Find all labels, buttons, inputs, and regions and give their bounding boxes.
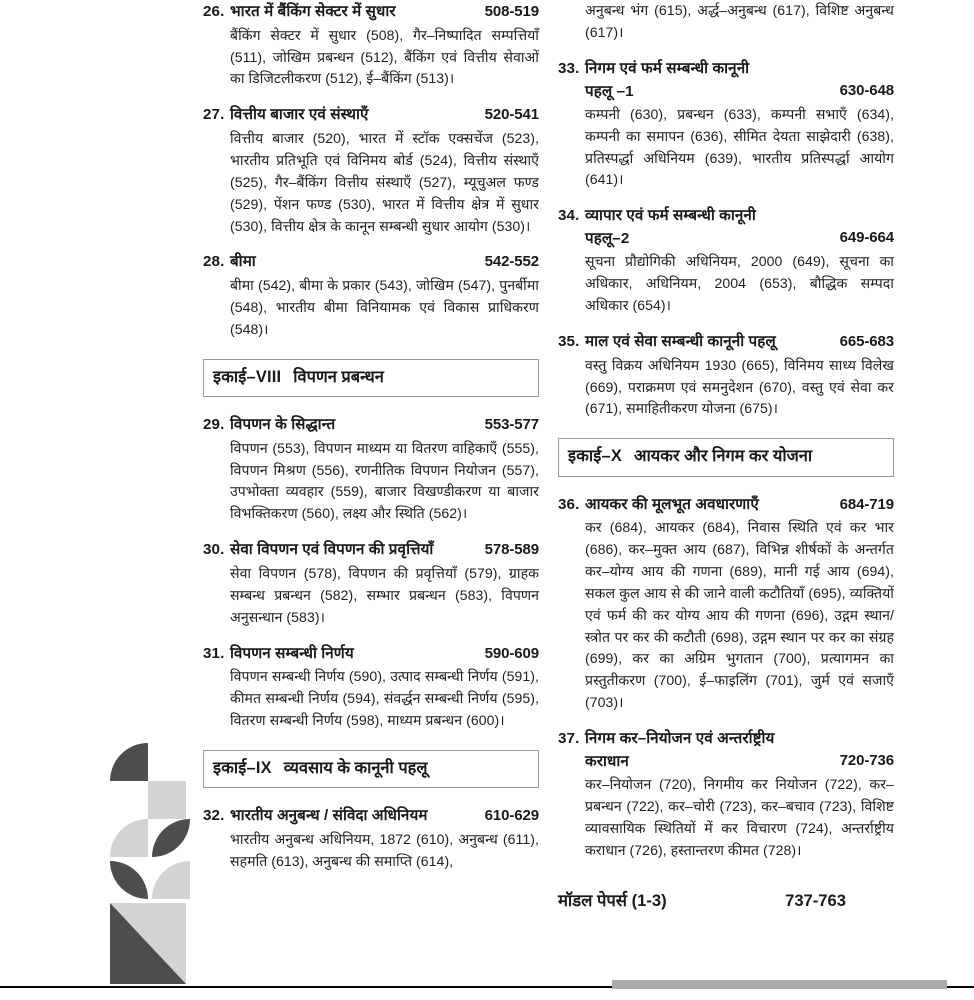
toc-entry-heading — [558, 727, 894, 773]
toc-entry-title: व्यापार एवं फर्म सम्बन्धी कानूनी — [585, 207, 756, 225]
toc-entry-description: सेवा विपणन (578), विपणन की प्रवृत्तियाँ (579), ग्राहक सम्बन्ध प्रबन्धन (582), सम्भार प्रबन्धन (583), विपणन अनुसन्धान (583)। — [230, 564, 539, 625]
toc-entry-heading — [558, 330, 894, 354]
toc-entry-heading — [558, 493, 894, 517]
toc-entry-continuation — [558, 0, 894, 44]
toc-entry-number: 37. — [558, 730, 580, 748]
toc-entry-description: वस्तु विक्रय अधिनियम 1930 (665), विनिमय साध्य विलेख (669), पराक्रमण एवं समनुदेशन (670), वस्तु एवं सेवा कर (671), समाहितीकरण योजना (675)। — [585, 356, 894, 417]
toc-entry[interactable] — [203, 103, 539, 237]
toc-entry-pages: 590-609 — [484, 644, 539, 662]
toc-entry-heading — [203, 0, 539, 24]
unit-label: इकाई–X — [568, 447, 622, 466]
toc-entry-pages: 649-664 — [839, 229, 894, 247]
toc-entry-heading — [558, 204, 894, 250]
toc-entry-pages: 520-541 — [484, 106, 539, 124]
footer-gray-bar — [612, 980, 947, 989]
toc-entry-number: 36. — [558, 495, 580, 513]
toc-entry[interactable] — [203, 642, 539, 732]
toc-entry-heading-line1 — [558, 727, 894, 750]
toc-entry-heading — [203, 250, 539, 274]
unit-label: इकाई–IX — [213, 758, 272, 777]
toc-entry[interactable] — [203, 804, 539, 872]
toc-entry-title: भारत में बैंकिंग सेक्टर में सुधार — [230, 3, 396, 20]
toc-entry-heading — [558, 57, 894, 103]
toc-left-column — [203, 0, 539, 886]
toc-entry-heading — [203, 804, 539, 828]
toc-entry-heading-line2 — [558, 80, 894, 103]
toc-entry-heading-line1 — [558, 204, 894, 227]
toc-entry[interactable] — [558, 204, 894, 317]
unit-name: आयकर और निगम कर योजना — [633, 447, 813, 466]
toc-entry-number: 29. — [203, 416, 225, 433]
toc-entry[interactable] — [558, 493, 894, 714]
toc-entry-pages: 684-719 — [839, 495, 894, 513]
toc-entry-description: वित्तीय बाजार (520), भारत में स्टॉक एक्सचेंज (523), भारतीय प्रतिभूति एवं विनिमय बोर्ड (524), वित्तीय संस्थाएँ (525), गैर–बैंकिंग वित्तीय संस्थाएँ (527), म्यूचुअल फण्ड (529), पेंशन फण्ड (530), भारत में वित्तीय क्षेत्र में सुधार (530), वित्तीय क्षेत्र के कानून सम्बन्धी सुधार आयोग (530)। — [230, 130, 539, 234]
toc-entry-heading — [203, 538, 539, 562]
toc-entry-heading-line1 — [558, 57, 894, 80]
toc-entry-title: आयकर की मूलभूत अवधारणाएँ — [585, 495, 759, 513]
toc-entry-number: 31. — [203, 644, 225, 662]
toc-entry-heading — [203, 103, 539, 127]
toc-entry-title-continued: कराधान — [585, 753, 629, 771]
toc-entry-heading — [203, 413, 539, 437]
model-papers-entry[interactable] — [558, 888, 894, 911]
unit-name: विपणन प्रबन्धन — [293, 367, 384, 386]
toc-entry[interactable] — [558, 330, 894, 420]
toc-entry-title-continued: पहलू–2 — [585, 230, 630, 248]
toc-entry-title: निगम एवं फर्म सम्बन्धी कानूनी — [585, 59, 750, 77]
toc-entry-title: सेवा विपणन एवं विपणन की प्रवृत्तियाँ — [230, 541, 434, 559]
toc-entry[interactable] — [203, 538, 539, 628]
toc-entry-number: 28. — [203, 253, 225, 271]
model-papers-pages: 737-763 — [785, 890, 846, 910]
toc-entry-pages: 665-683 — [839, 332, 894, 350]
toc-entry-number: 32. — [203, 807, 225, 825]
toc-entry-pages: 610-629 — [484, 807, 539, 825]
toc-entry-number: 35. — [558, 332, 580, 350]
toc-entry-title: विपणन के सिद्धान्त — [230, 416, 336, 433]
toc-right-column — [558, 0, 894, 911]
unit-header-box — [558, 438, 894, 476]
toc-entry-pages: 508-519 — [484, 3, 539, 20]
toc-entry-title: माल एवं सेवा सम्बन्धी कानूनी पहलू — [585, 332, 776, 350]
toc-entry-heading — [203, 642, 539, 666]
toc-entry-title: भारतीय अनुबन्ध / संविदा अधिनियम — [230, 807, 428, 825]
toc-entry-number: 33. — [558, 59, 580, 77]
unit-label: इकाई–VIII — [213, 367, 282, 386]
toc-entry-description: बैंकिंग सेक्टर में सुधार (508), गैर–निष्पादित सम्पत्तियाँ (511), जोखिम प्रबन्धन (512), बैंकिंग एवं वित्तीय सेवाओं का डिजिटलीकरण (512), ई–बैंकिंग (513)। — [230, 26, 539, 87]
toc-entry-pages: 720-736 — [839, 752, 894, 770]
toc-entry[interactable] — [558, 57, 894, 192]
toc-entry[interactable] — [203, 250, 539, 340]
toc-entry-title: निगम कर–नियोजन एवं अन्तर्राष्ट्रीय — [585, 730, 775, 748]
toc-entry-pages: 553-577 — [484, 416, 539, 433]
toc-entry-number: 26. — [203, 3, 225, 20]
entry-description-continuation: अनुबन्ध भंग (615), अर्द्ध–अनुबन्ध (617), विशिष्ट अनुबन्ध (617)। — [585, 2, 894, 40]
toc-entry-title: वित्तीय बाजार एवं संस्थाएँ — [230, 106, 369, 124]
toc-entry-title-continued: पहलू –1 — [585, 82, 634, 100]
unit-name: व्यवसाय के कानूनी पहलू — [283, 758, 428, 777]
leaf-motif-decoration — [96, 724, 206, 984]
toc-entry-pages: 578-589 — [484, 541, 539, 559]
toc-entry-heading-line2 — [558, 750, 894, 773]
toc-entry-description: कर–नियोजन (720), निगमीय कर नियोजन (722), कर–प्रबन्धन (722), कर–चोरी (723), कर–बचाव (723), विशिष्ट व्यावसायिक स्थितियों में कर विचारण (724), अन्तर्राष्ट्रीय कराधान (726), हस्तान्तरण कीमत (728)। — [585, 776, 894, 858]
toc-entry-description: विपणन सम्बन्धी निर्णय (590), उत्पाद सम्बन्धी निर्णय (591), कीमत सम्बन्धी निर्णय (594), संवर्द्धन सम्बन्धी निर्णय (595), वितरण सम्बन्धी निर्णय (598), माध्यम प्रबन्धन (600)। — [230, 668, 539, 728]
toc-entry-title: बीमा — [230, 253, 256, 271]
toc-entry[interactable] — [203, 413, 539, 525]
toc-entry-description: बीमा (542), बीमा के प्रकार (543), जोखिम (547), पुनर्बीमा (548), भारतीय बीमा विनियामक एवं विकास प्राधिकरण (548)। — [230, 277, 539, 337]
toc-entry-number: 34. — [558, 207, 580, 225]
toc-entry-pages: 542-552 — [484, 253, 539, 271]
toc-entry-description: भारतीय अनुबन्ध अधिनियम, 1872 (610), अनुबन्ध (611), सहमति (613), अनुबन्ध की समाप्ति (614), — [230, 830, 539, 869]
model-papers-title: मॉडल पेपर्स (1-3) — [558, 890, 667, 910]
toc-entry-number: 27. — [203, 106, 225, 124]
toc-entry[interactable] — [558, 727, 894, 862]
toc-entry-description: विपणन (553), विपणन माध्यम या वितरण वाहिकाएँ (555), विपणन मिश्रण (556), रणनीतिक विपणन नियोजन (557), उपभोक्ता व्यवहार (559), बाजार विखण्डीकरण या बाजार विभक्तिकरण (560), लक्ष्य और स्थिति (562)। — [230, 439, 539, 522]
toc-entry-description: कम्पनी (630), प्रबन्धन (633), कम्पनी सभाएँ (634), कम्पनी का समापन (636), सीमित देयता साझेदारी (638), प्रतिस्पर्द्धा अधिनियम (639), भारतीय प्रतिस्पर्द्धा आयोग (641)। — [585, 105, 894, 188]
unit-header-box — [203, 359, 539, 397]
toc-entry[interactable] — [203, 0, 539, 90]
toc-entry-description: सूचना प्रौद्योगिकी अधिनियम, 2000 (649), सूचना का अधिकार, अधिनियम, 2004 (653), बौद्धिक सम्पदा अधिकार (654)। — [585, 253, 894, 314]
toc-entry-description: कर (684), आयकर (684), निवास स्थिति एवं कर भार (686), कर–मुक्त आय (687), विभिन्न शीर्षकों के अन्तर्गत कर–योग्य आय की गणना (689), मानी गई आय (694), सकल कुल आय से की जाने वाली कटौतियाँ (695), व्यक्तियों एवं फर्म की कर योग्य आय की गणना (696), उद्गम स्थान/स्त्रोत पर कर की कटौती (698), उद्गम स्थान पर कर का संग्रह (699), कर का अग्रिम भुगतान (700), प्रत्यागमन का प्रस्तुतीकरण (700), ई–फाइलिंग (701), जुर्म एवं सजाएँ (703)। — [585, 519, 894, 711]
toc-entry-number: 30. — [203, 541, 225, 559]
toc-entry-heading-line2 — [558, 227, 894, 250]
toc-entry-pages: 630-648 — [839, 81, 894, 99]
toc-entry-title: विपणन सम्बन्धी निर्णय — [230, 644, 354, 662]
unit-header-box — [203, 750, 539, 788]
